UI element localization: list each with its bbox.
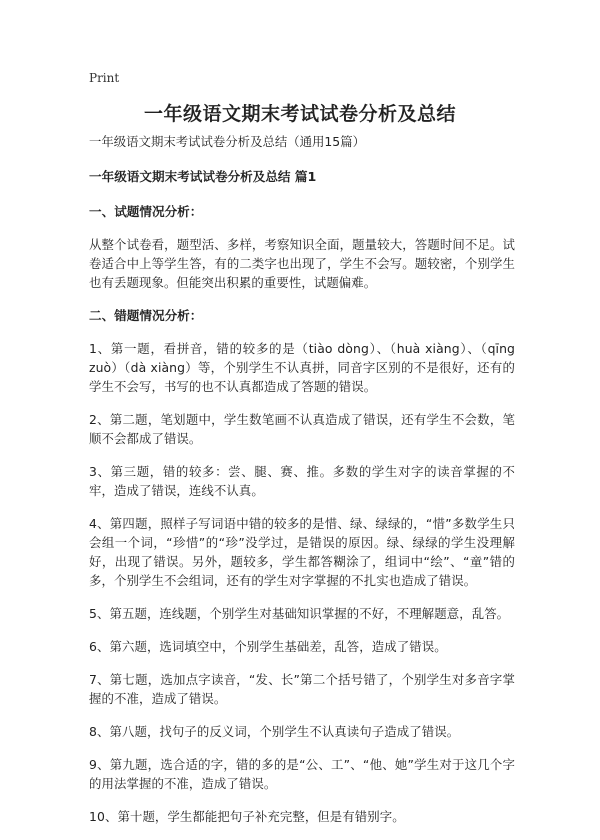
print-link[interactable]: Print [89, 71, 120, 85]
paragraph-item-8: 8、第八题，找句子的反义词，个别学生不认真读句子造成了错误。 [89, 724, 460, 739]
paragraph-item-9: 9、第九题，选合适的字，错的多的是“公、工”、“他、她”学生对于这几个字的用法掌握的不准，造成了错误。 [89, 757, 515, 791]
paragraph-item-3: 3、第三题，错的较多：尝、腿、赛、推。多数的学生对字的读音掌握的不牢，造成了错误，连线不认真。 [89, 464, 515, 498]
document-subtitle: 一年级语文期末考试试卷分析及总结（通用15篇） [89, 134, 365, 149]
paragraph-item-7: 7、第七题，选加点字读音，“发、长”第二个括号错了，个别学生对多音字掌握的不准，造成了错误。 [89, 672, 515, 706]
paragraph-item-5: 5、第五题，连线题，个别学生对基础知识掌握的不好，不理解题意，乱答。 [89, 606, 510, 621]
paragraph-item-4: 4、第四题，照样子写词语中错的较多的是惜、绿、绿绿的，“惜”多数学生只会组一个词，“珍惜”的“珍”没学过，是错误的原因。绿、绿绿的学生没理解好，出现了错误。另外，题较多，学生都答糊涂了，组词中“绘”、“童”错的多，个别学生不会组词，还有的学生对字掌握的不扎实也造成了错误。 [89, 516, 515, 588]
paragraph-item-10: 10、第十题，学生都能把句子补充完整，但是有错别字。 [89, 809, 405, 824]
paragraph-item-2: 2、第二题，笔划题中，学生数笔画不认真造成了错误，还有学生不会数，笔顺不会都成了错误。 [89, 412, 515, 446]
document-body [89, 132, 515, 840]
paragraph-item-6: 6、第六题，选词填空中，个别学生基础差，乱答，造成了错误。 [89, 639, 447, 654]
paragraph-item-1: 1、第一题，看拼音，错的较多的是（tiào dòng）、（huà xiàng）、（qīng zuò）（dà xiàng）等，个别学生不认真拼，同音字区别的不是很好，还有的学生不会写，书写的也不认真都造成了答题的错误。 [89, 341, 515, 394]
section-title: 一年级语文期末考试试卷分析及总结 篇1 [89, 169, 317, 184]
heading-error-analysis: 二、错题情况分析： [89, 308, 203, 323]
paragraph-intro: 从整个试卷看，题型活、多样，考察知识全面，题量较大，答题时间不足。试卷适合中上等学生答，有的二类字也出现了，学生不会写。题较密，个别学生也有丢题现象。但能突出积累的重要性，试题偏难。 [89, 237, 515, 290]
page-title: 一年级语文期末考试试卷分析及总结 [143, 103, 456, 125]
heading-test-analysis: 一、试题情况分析： [89, 204, 203, 219]
